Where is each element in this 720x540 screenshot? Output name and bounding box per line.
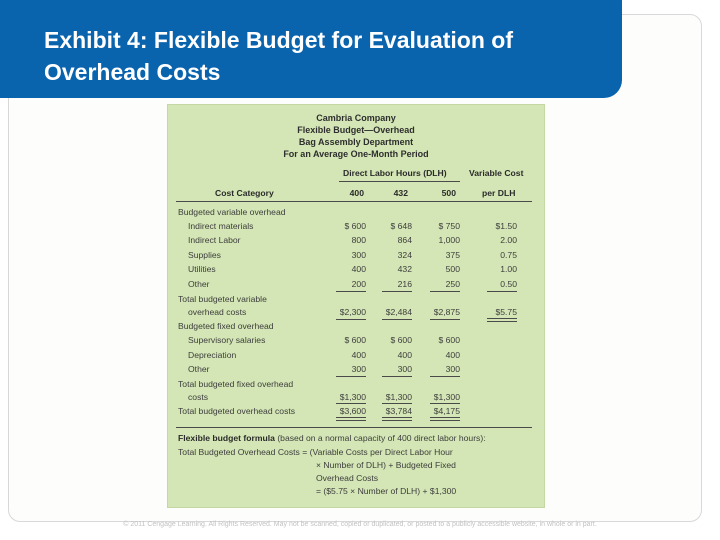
exhibit-table <box>167 104 545 508</box>
cell-rate: 0.50 <box>500 279 517 289</box>
total-variable-432: $2,484 <box>385 307 412 317</box>
department-name: Bag Assembly Department <box>298 137 414 147</box>
cell-500: 250 <box>445 279 460 289</box>
total-variable-rate: $5.75 <box>495 307 517 317</box>
rate-double-rule <box>487 318 517 322</box>
col-432-header: 432 <box>393 188 408 198</box>
budget-name: Flexible Budget—Overhead <box>297 125 415 135</box>
grand-total-double-rule <box>430 417 460 421</box>
cell-400: 300 <box>351 364 366 374</box>
vc-header: Variable Cost <box>469 168 524 178</box>
slide-title: Exhibit 4: Flexible Budget for Evaluation of Overhead Costs <box>44 27 513 85</box>
row-label: Utilities <box>188 264 216 274</box>
subtotal-rule <box>382 376 412 377</box>
cell-rate: 0.75 <box>500 250 517 260</box>
cell-400: 200 <box>351 279 366 289</box>
formula-rule <box>176 427 532 428</box>
cell-432: 432 <box>397 264 412 274</box>
cell-500: $ 750 <box>438 221 460 231</box>
total-rule <box>430 403 460 404</box>
row-label: Indirect Labor <box>188 235 241 245</box>
cell-400: $ 600 <box>344 221 366 231</box>
cell-432: 864 <box>397 235 412 245</box>
subtotal-rule <box>336 291 366 292</box>
formula-line-1: Total Budgeted Overhead Costs = (Variable Costs per Direct Labor Hour <box>178 447 453 457</box>
total-fixed-432: $1,300 <box>385 392 412 402</box>
col-400-header: 400 <box>349 188 364 198</box>
formula-line-2: × Number of DLH) + Budgeted Fixed <box>316 460 456 470</box>
cell-400: 400 <box>351 264 366 274</box>
total-variable-label-2: overhead costs <box>188 307 247 317</box>
cell-500: 300 <box>445 364 460 374</box>
subtotal-rule <box>382 291 412 292</box>
total-rule <box>336 319 366 320</box>
cell-432: 324 <box>397 250 412 260</box>
cell-400: $ 600 <box>344 335 366 345</box>
row-label: Other <box>188 364 210 374</box>
cell-500: 500 <box>445 264 460 274</box>
dlh-header-rule <box>339 181 460 182</box>
total-fixed-400: $1,300 <box>339 392 366 402</box>
total-fixed-500: $1,300 <box>433 392 460 402</box>
title-banner <box>0 0 622 98</box>
cell-rate: $1.50 <box>495 221 517 231</box>
total-fixed-label-1: Total budgeted fixed overhead <box>178 379 294 389</box>
row-label: Supervisory salaries <box>188 335 266 345</box>
cell-432: $ 600 <box>390 335 412 345</box>
cell-432: 216 <box>397 279 412 289</box>
formula-heading <box>178 433 486 443</box>
grand-total-double-rule <box>382 417 412 421</box>
header-rule <box>176 201 532 202</box>
col-500-header: 500 <box>441 188 456 198</box>
formula-heading-bold: Flexible budget formula <box>178 433 275 443</box>
total-overhead-432: $3,784 <box>385 406 412 416</box>
company-name: Cambria Company <box>316 113 396 123</box>
total-fixed-label-2: costs <box>188 392 209 402</box>
row-label: Depreciation <box>188 350 237 360</box>
formula-line-4: = ($5.75 × Number of DLH) + $1,300 <box>316 486 457 496</box>
formula-heading-rest: (based on a normal capacity of 400 direct labor hours): <box>274 433 486 443</box>
variable-section-label: Budgeted variable overhead <box>178 207 286 217</box>
cell-500: 1,000 <box>438 235 460 245</box>
row-label: Other <box>188 279 210 289</box>
period-name: For an Average One-Month Period <box>283 149 429 159</box>
cost-category-header: Cost Category <box>215 188 274 198</box>
row-label: Indirect materials <box>188 221 254 231</box>
subtotal-rule <box>430 291 460 292</box>
dlh-header: Direct Labor Hours (DLH) <box>343 168 447 178</box>
cell-400: 400 <box>351 350 366 360</box>
subtotal-rule <box>430 376 460 377</box>
subtotal-rule <box>487 291 517 292</box>
cell-432: 400 <box>397 350 412 360</box>
total-variable-400: $2,300 <box>339 307 366 317</box>
vc-header-2: per DLH <box>482 188 516 198</box>
cell-400: 300 <box>351 250 366 260</box>
total-rule <box>382 403 412 404</box>
subtotal-rule <box>336 376 366 377</box>
copyright-footer: © 2011 Cengage Learning. All Rights Reserved. May not be scanned, copied or duplicated, or posted to a publicly accessible website, in whole or in part. <box>123 521 597 528</box>
total-variable-500: $2,875 <box>433 307 460 317</box>
total-overhead-500: $4,175 <box>433 406 460 416</box>
fixed-section-label: Budgeted fixed overhead <box>178 321 274 331</box>
cell-400: 800 <box>351 235 366 245</box>
cell-432: $ 648 <box>390 221 412 231</box>
cell-432: 300 <box>397 364 412 374</box>
cell-rate: 2.00 <box>500 235 517 245</box>
total-rule <box>430 319 460 320</box>
total-rule <box>382 319 412 320</box>
formula-line-3: Overhead Costs <box>316 473 379 483</box>
total-variable-label-1: Total budgeted variable <box>178 294 267 304</box>
cell-500: $ 600 <box>438 335 460 345</box>
total-overhead-400: $3,600 <box>339 406 366 416</box>
cell-500: 375 <box>445 250 460 260</box>
row-label: Supplies <box>188 250 221 260</box>
total-overhead-label: Total budgeted overhead costs <box>178 406 296 416</box>
cell-rate: 1.00 <box>500 264 517 274</box>
cell-500: 400 <box>445 350 460 360</box>
grand-total-double-rule <box>336 417 366 421</box>
total-rule <box>336 403 366 404</box>
